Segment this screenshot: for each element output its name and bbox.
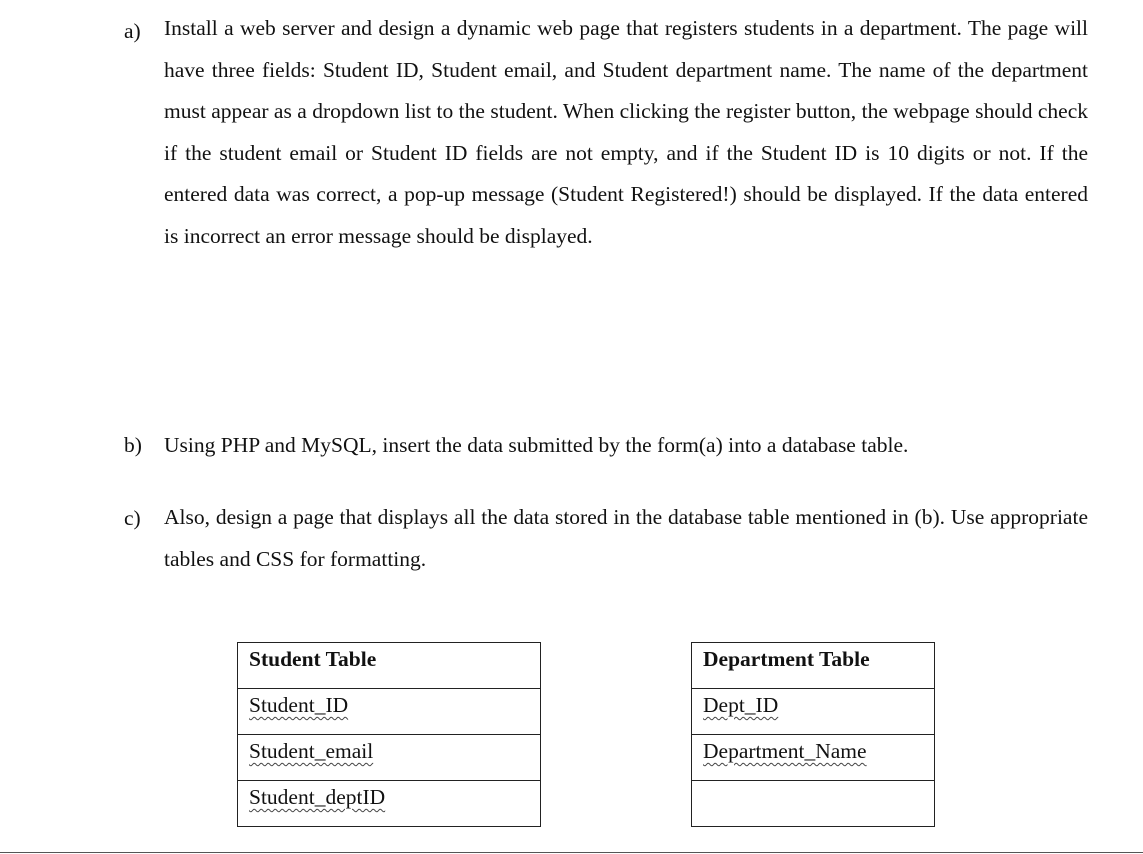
question-b-text: Using PHP and MySQL, insert the data submitted by the form(a) into a database table.	[164, 433, 909, 457]
question-a-marker: a)	[124, 19, 141, 43]
department-field-id: Dept_ID	[703, 693, 779, 717]
table-row	[238, 689, 541, 735]
student-field-deptid: Student_deptID	[249, 785, 386, 809]
table-row	[238, 781, 541, 827]
table-row	[692, 735, 935, 781]
department-field-name: Department_Name	[703, 739, 867, 763]
student-table-title-cell	[238, 643, 541, 689]
student-field-email: Student_email	[249, 739, 374, 763]
department-table-title-cell	[692, 643, 935, 689]
table-row	[692, 781, 935, 827]
question-a-text: Install a web server and design a dynamic web page that registers students in a department. The page will have three fields: Student ID, Student email, and Student department name. The name of the department must appear as a dropdown list to the student. When clicking the register button, the webpage should check if the student email or Student ID fields are not empty, and if the Student ID is 10 digits or not. If the entered data was correct, a pop-up message (Student Registered!) should be displayed. If the data entered is incorrect an error message should be displayed.	[164, 16, 1088, 248]
table-row	[692, 689, 935, 735]
question-c-text: Also, design a page that displays all the data stored in the database table mentioned in (b). Use appropriate tables and CSS for formatting.	[164, 505, 1088, 571]
department-table-title: Department Table	[703, 647, 870, 671]
question-b-marker: b)	[124, 433, 142, 457]
student-table	[237, 642, 541, 827]
table-row	[238, 735, 541, 781]
student-table-title: Student Table	[249, 647, 377, 671]
question-c-marker: c)	[124, 506, 141, 530]
page-divider	[0, 852, 1143, 853]
student-field-id: Student_ID	[249, 693, 349, 717]
department-table	[691, 642, 935, 827]
